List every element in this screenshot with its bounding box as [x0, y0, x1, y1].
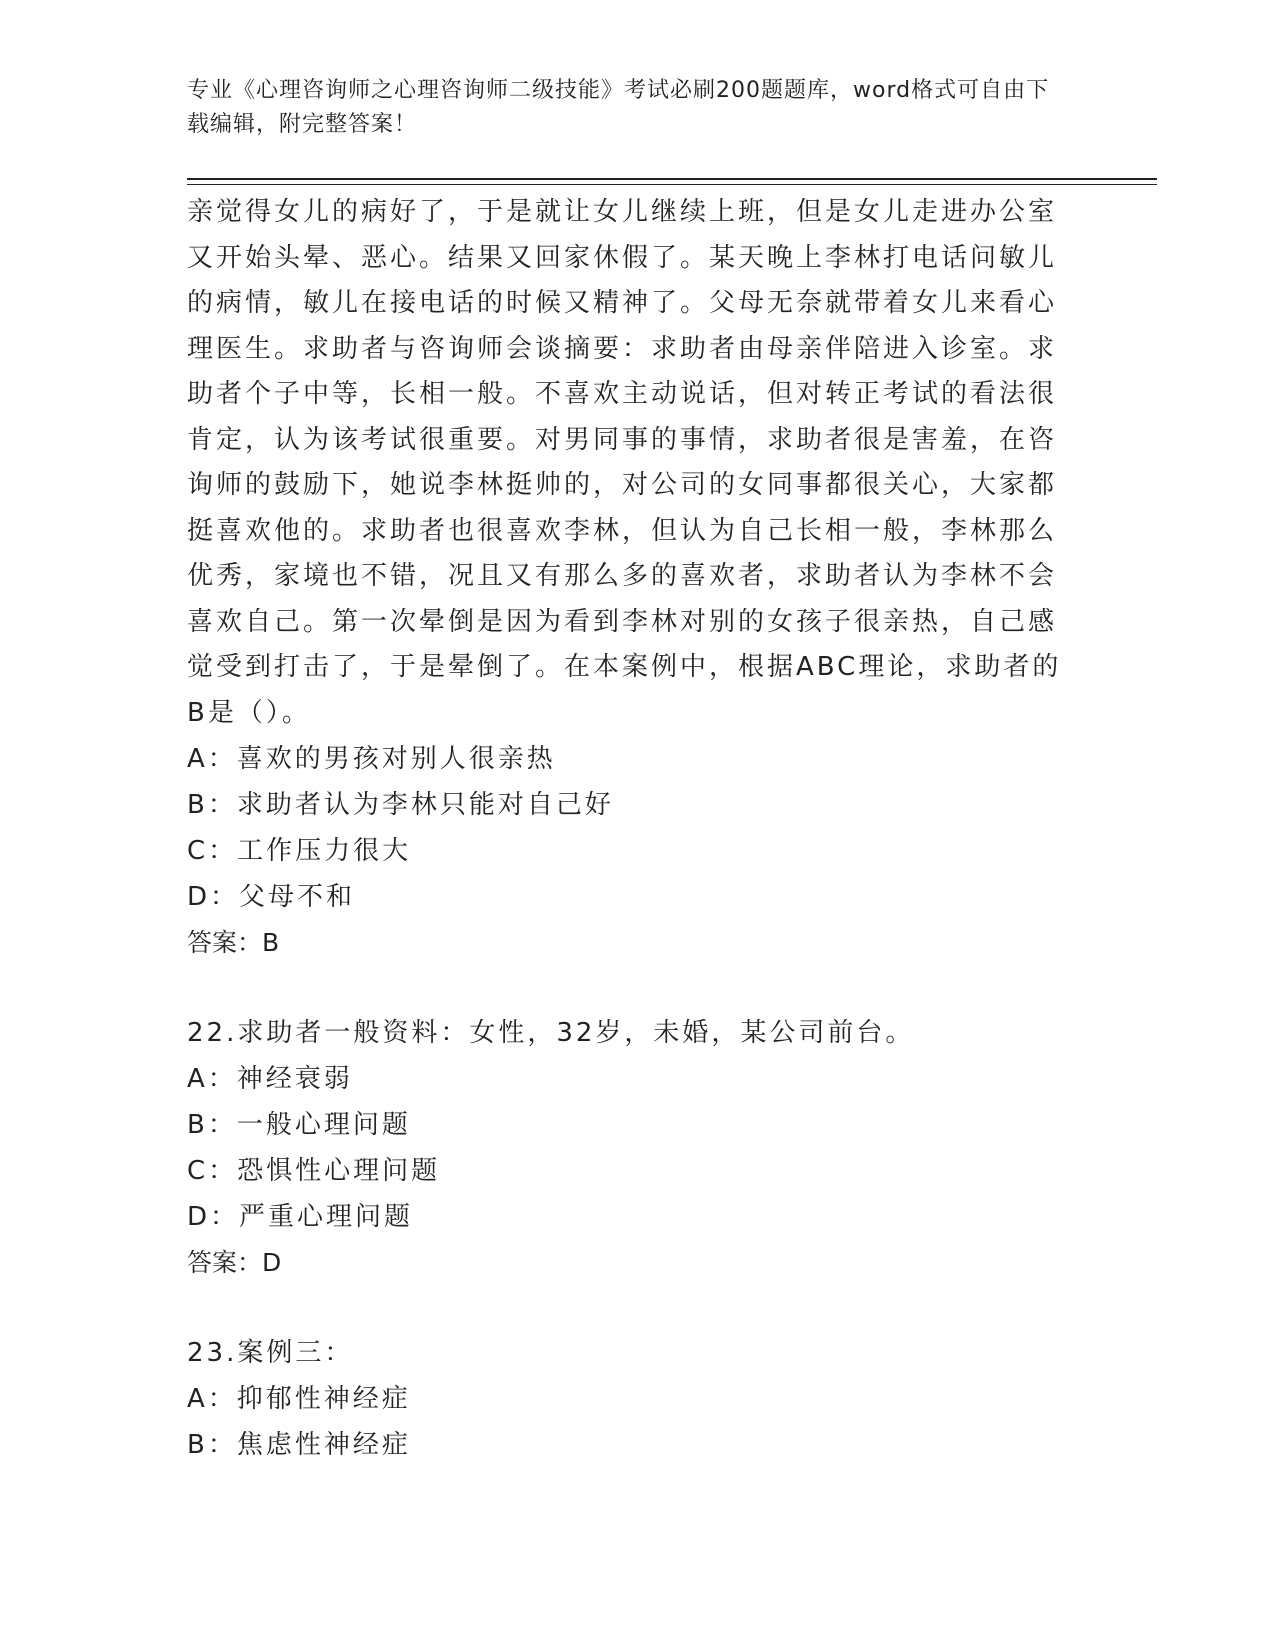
answer-line: 答案：B	[187, 928, 280, 957]
header-title: 专业《心理咨询师之心理咨询师二级技能》考试必刷200题题库，word格式可自由下载编辑，附完整答案！	[187, 78, 1050, 137]
question-23	[187, 1330, 1067, 1468]
option-a: A：抑郁性神经症	[187, 1384, 411, 1414]
spacer	[187, 966, 1067, 1010]
option-b: B：焦虑性神经症	[187, 1430, 411, 1460]
answer-line: 答案：D	[187, 1248, 282, 1277]
option-c: C：工作压力很大	[187, 836, 412, 866]
spacer	[187, 1286, 1067, 1330]
option-a: A：喜欢的男孩对别人很亲热	[187, 744, 556, 774]
option-a: A：神经衰弱	[187, 1064, 353, 1094]
question-stem: 23.案例三：	[187, 1338, 354, 1368]
question-passage: 亲觉得女儿的病好了，于是就让女儿继续上班，但是女儿走进办公室又开始头晕、恶心。结果又回家休假了。某天晚上李林打电话问敏儿的病情，敏儿在接电话的时候又精神了。父母无奈就带着女儿来看心理医生。求助者与咨询师会谈摘要：求助者由母亲伴陪进入诊室。求助者个子中等，长相一般。不喜欢主动说话，但对转正考试的看法很肯定，认为该考试很重要。对男同事的事情，求助者很是害羞，在咨询师的鼓励下，她说李林挺帅的，对公司的女同事都很关心，大家都挺喜欢他的。求助者也很喜欢李林，但认为自己长相一般，李林那么优秀，家境也不错，况且又有那么多的喜欢者，求助者认为李林不会喜欢自己。第一次晕倒是因为看到李林对别的女孩子很亲热，自己感觉受到打击了，于是晕倒了。在本案例中，根据ABC理论，求助者的B是（）。	[187, 197, 1062, 728]
document-header	[187, 74, 1067, 142]
question-22	[187, 1010, 1067, 1286]
option-b: B：求助者认为李林只能对自己好	[187, 790, 614, 820]
option-d: D：严重心理问题	[187, 1202, 414, 1232]
option-d: D：父母不和	[187, 882, 356, 912]
option-c: C：恐惧性心理问题	[187, 1156, 441, 1186]
option-b: B：一般心理问题	[187, 1110, 411, 1140]
document-body	[187, 190, 1067, 1468]
header-rule-thin	[187, 184, 1157, 185]
question-21	[187, 190, 1067, 966]
question-stem: 22.求助者一般资料：女性，32岁，未婚，某公司前台。	[187, 1018, 915, 1048]
header-rule-thick	[187, 178, 1157, 180]
